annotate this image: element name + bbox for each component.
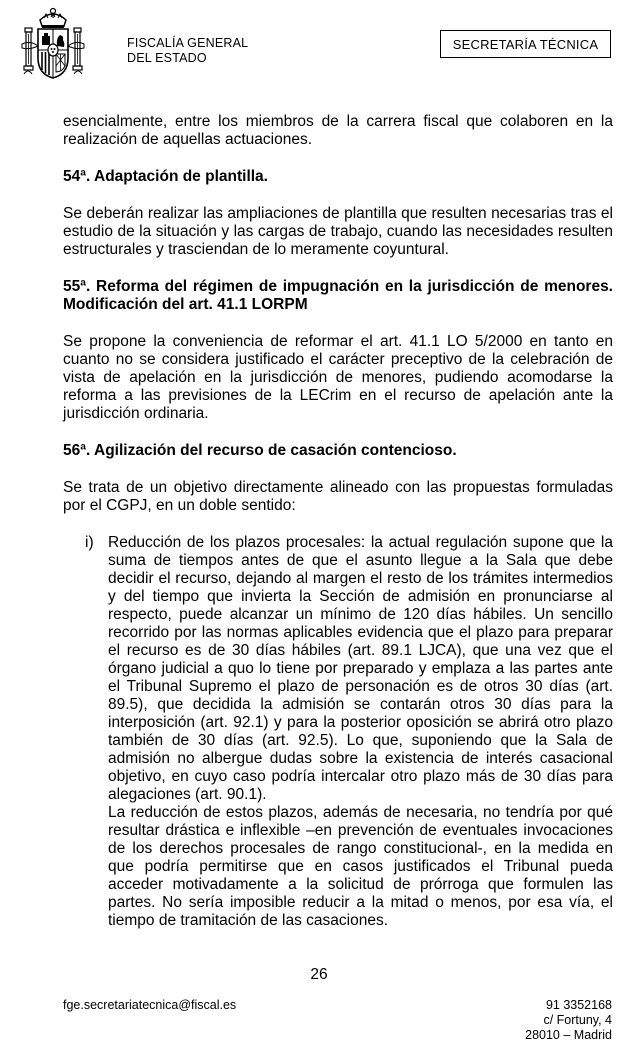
section-56-title: 56ª. Agilización del recurso de casación contencioso.: [63, 442, 457, 459]
footer-contact: [525, 998, 612, 1043]
section-54-title: 54ª. Adaptación de plantilla.: [63, 168, 268, 185]
section-label: SECRETARÍA TÉCNICA: [452, 36, 599, 52]
organization-name: [127, 36, 248, 66]
section-54-paragraph: Se deberán realizar las ampliaciones de plantilla que resulten necesarias tras el estudio de la situación y las cargas de trabajo, cuando las necesidades resulten estructurales y trasciendan de lo meramente coyuntural.: [63, 205, 613, 258]
footer-phone: 91 3352168: [545, 998, 612, 1012]
organization-line-2: DEL ESTADO: [127, 51, 207, 65]
footer-street: c/ Fortuny, 4: [543, 1013, 612, 1027]
page-header: [0, 0, 638, 95]
intro-paragraph: esencialmente, entre los miembros de la carrera fiscal que colaboren en la realización de aquellas actuaciones.: [63, 113, 613, 148]
section-56-paragraph: Se trata de un objetivo directamente alineado con las propuestas formuladas por el CGPJ, en un doble sentido:: [63, 479, 613, 514]
list-item-paragraph-1: Reducción de los plazos procesales: la actual regulación supone que la suma de tiempos antes de que el asunto llegue a la Sala que debe decidir el recurso, dejando al margen el resto de los trámites intermedios y del tiempo que invierta la Sección de admisión en pronunciarse al respecto, puede alcanzar un mínimo de 120 días hábiles. Un sencillo recorrido por las normas aplicables evidencia que el plazo para preparar el recurso es de 30 días hábiles (art. 89.1 LJCA), que una vez que el órgano judicial a quo lo tiene por preparado y emplaza a las partes ante el Tribunal Supremo el plazo de personación es de otros 30 días (art. 89.5), que decidida la admisión se contarán otros 30 días para la interposición (art. 92.1) y para la posterior oposición se abrirá otro plazo también de 30 días (art. 92.5). Lo que, suponiendo que la Sala de admisión no albergue dudas sobre la existencia de interés casacional objetivo, en cuyo caso podría intercalar otro plazo más de 30 días para alegaciones (art. 90.1).: [108, 534, 613, 803]
section-label-box: [440, 30, 611, 58]
footer-email: fge.secretariatecnica@fiscal.es: [63, 998, 237, 1012]
document-body: [63, 113, 613, 930]
list-item: [85, 534, 613, 930]
page-number: 26: [310, 966, 328, 983]
list-item-paragraph-2: La reducción de estos plazos, además de necesaria, no tendría por qué resultar drástica e inflexible –en prevención de eventuales invocaciones de los derechos procesales de rango constitucional-, en la medida en que podría permitirse que en casos justificados el Tribunal pueda acceder motivadamente a la solicitud de prórroga que formulen las partes. No sería imposible reducir a la mitad o menos, por esa vía, el tiempo de tramitación de las casaciones.: [108, 804, 613, 929]
footer-city: 28010 – Madrid: [525, 1028, 612, 1042]
list-item-body: [108, 534, 613, 930]
section-55-paragraph: Se propone la conveniencia de reformar el art. 41.1 LO 5/2000 en tanto en cuanto no se considera justificado el carácter preceptivo de la celebración de vista de apelación en la jurisdicción de menores, pudiendo acomodarse la reforma a las previsiones de la LECrim en el recurso de apelación ante la jurisdicción ordinaria.: [63, 333, 613, 422]
organization-line-1: FISCALÍA GENERAL: [127, 36, 249, 50]
list-marker: i): [85, 534, 94, 551]
section-55-title: 55ª. Reforma del régimen de impugnación en la jurisdicción de menores. Modificación del art. 41.1 LORPM: [63, 278, 613, 313]
coat-of-arms-icon: [18, 6, 88, 84]
